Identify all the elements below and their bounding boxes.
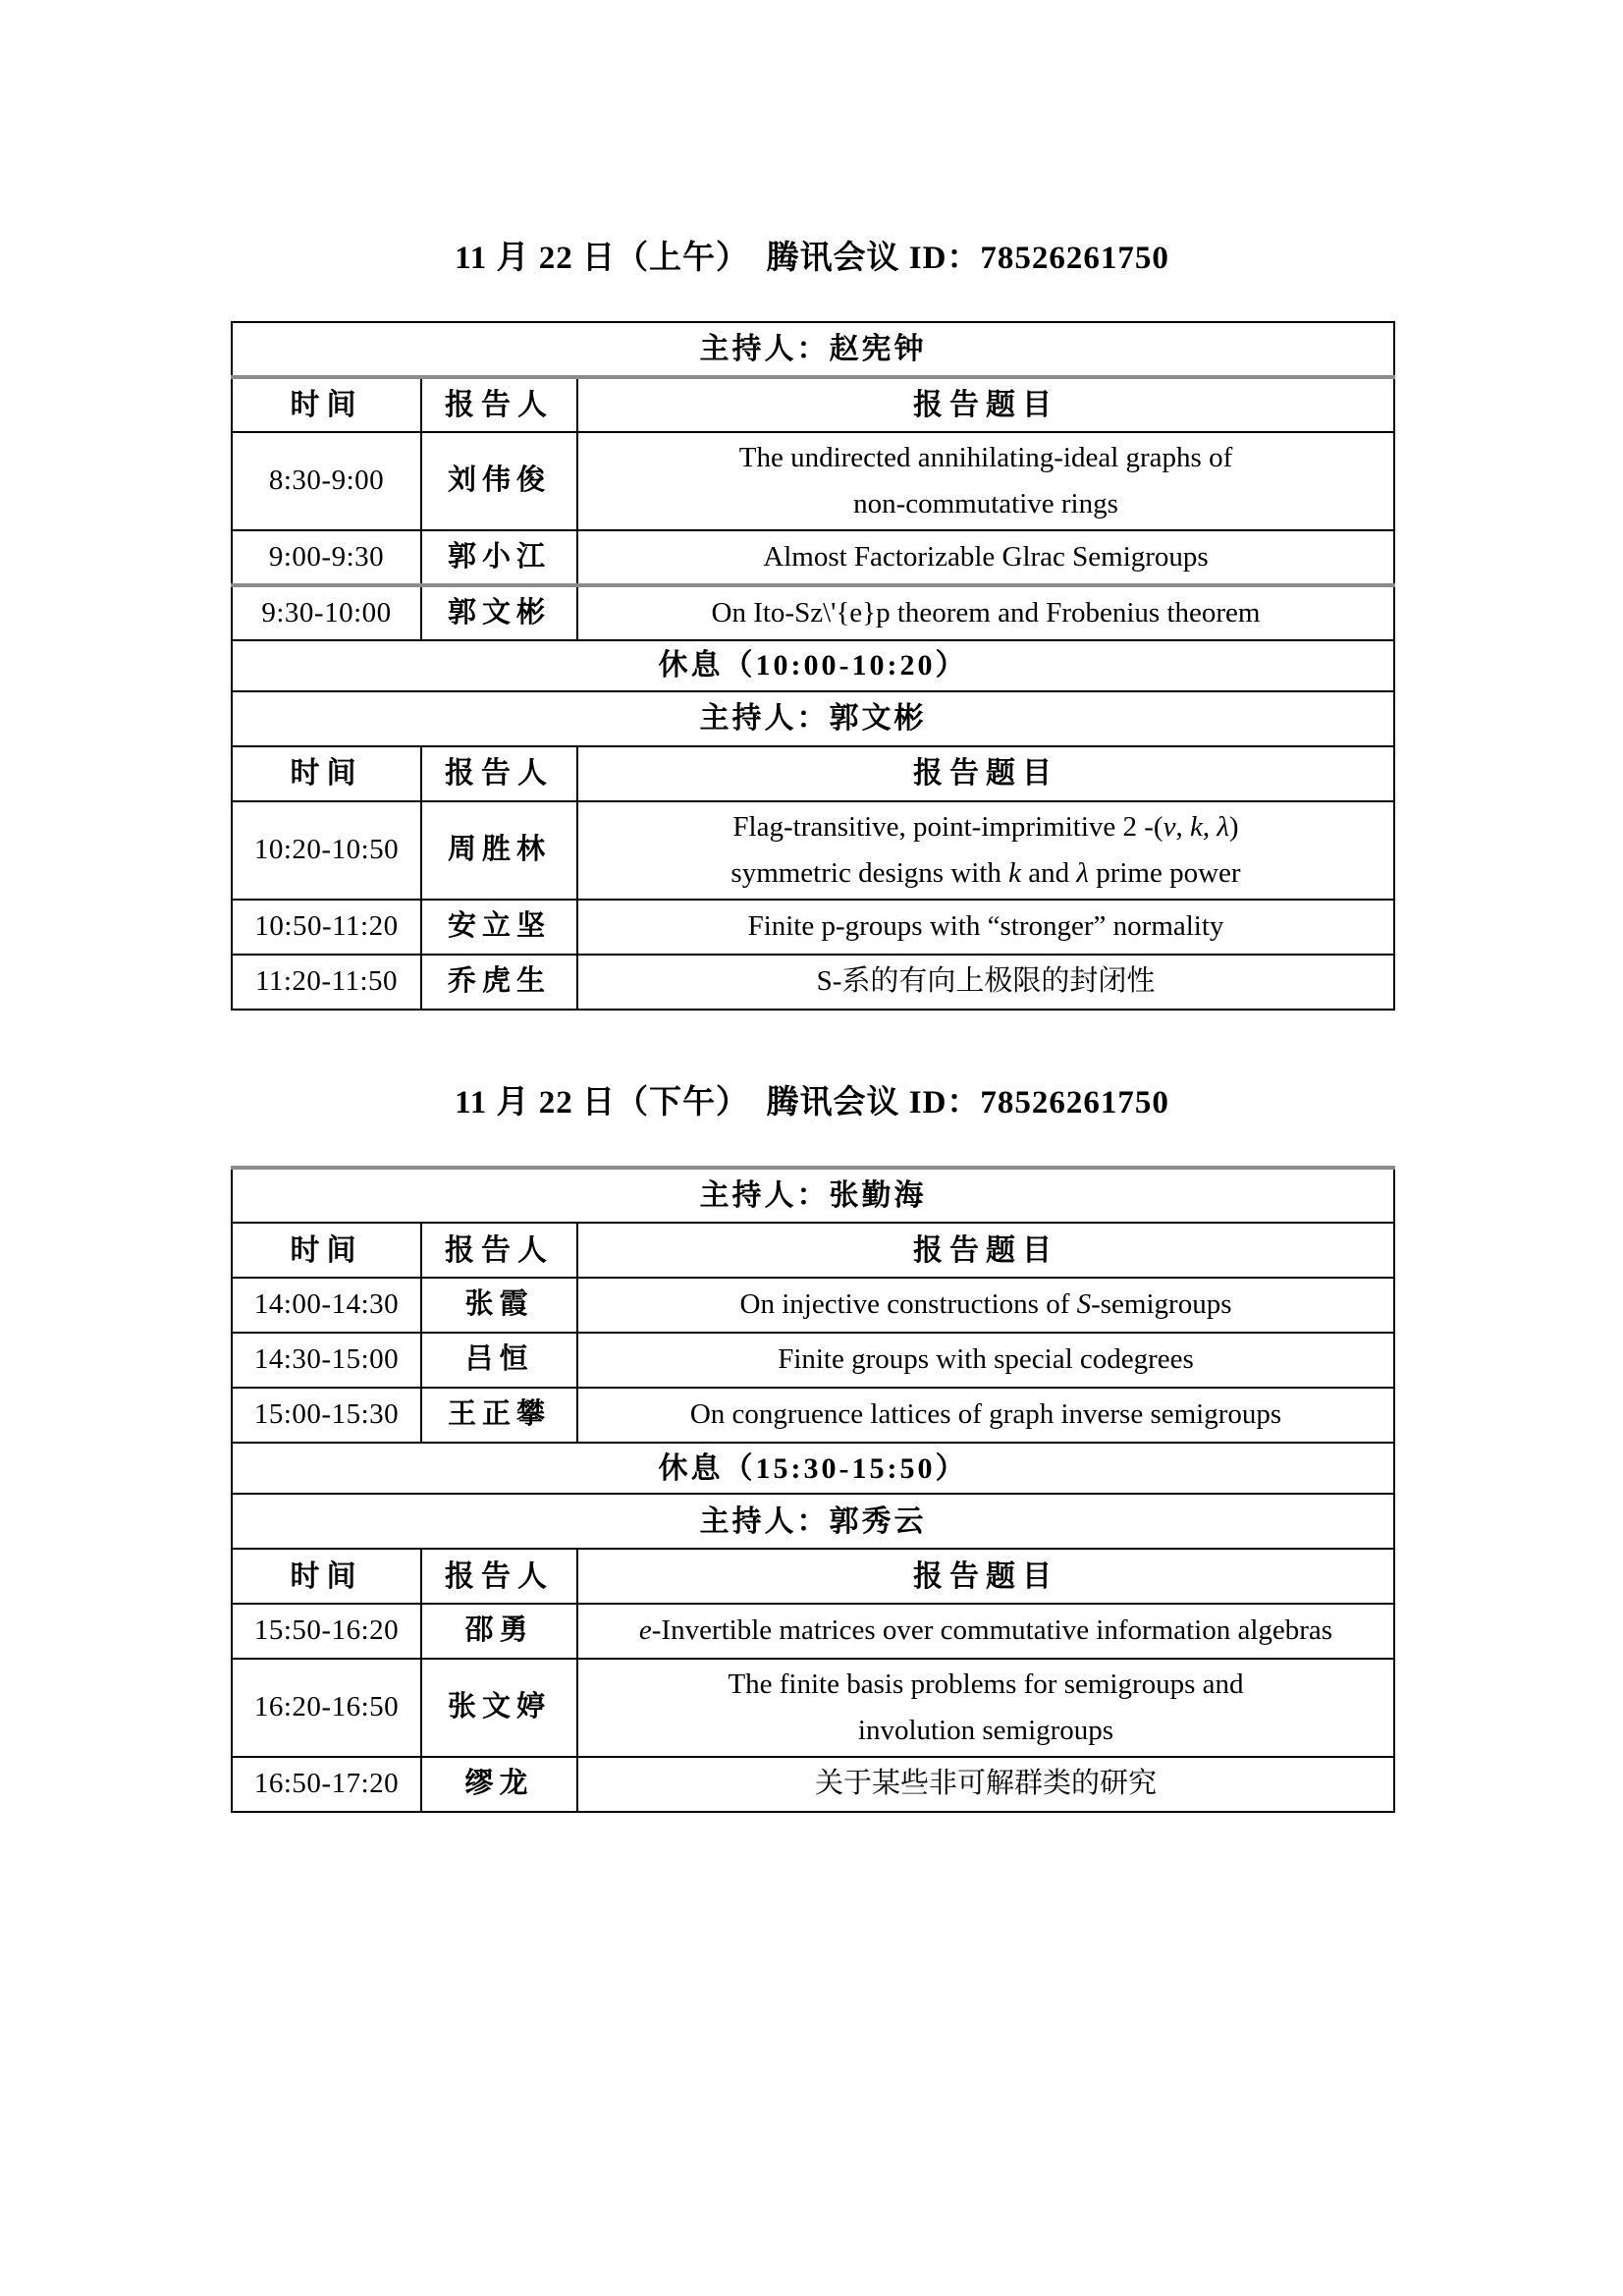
- speaker-cell: 周胜林: [421, 801, 577, 900]
- time-cell: 16:50-17:20: [232, 1757, 421, 1812]
- talk-title-cell: The undirected annihilating-ideal graphs of non-commutative rings: [577, 432, 1394, 530]
- table-row: [232, 1757, 1394, 1812]
- time-cell: 15:50-16:20: [232, 1604, 421, 1659]
- time-cell: 11:20-11:50: [232, 955, 421, 1010]
- time-column-header: 时间: [232, 746, 421, 801]
- talk-title-cell: Finite groups with special codegrees: [577, 1333, 1394, 1388]
- moderator-label: 主持人：郭秀云: [232, 1494, 1394, 1549]
- time-cell: 14:30-15:00: [232, 1333, 421, 1388]
- moderator-label: 主持人：郭文彬: [232, 691, 1394, 746]
- time-cell: 9:30-10:00: [232, 585, 421, 640]
- speaker-cell: 邵勇: [421, 1604, 577, 1659]
- column-header-row: [232, 377, 1394, 432]
- talk-title-cell: Finite p-groups with “stronger” normality: [577, 900, 1394, 955]
- talk-title-cell: On injective constructions of S-semigroups: [577, 1278, 1394, 1333]
- time-column-header: 时间: [232, 1549, 421, 1604]
- time-cell: 16:20-16:50: [232, 1659, 421, 1757]
- morning-schedule-table: [231, 321, 1395, 1011]
- time-column-header: 时间: [232, 377, 421, 432]
- column-header-row: [232, 1223, 1394, 1278]
- table-row: [232, 1333, 1394, 1388]
- table-row: [232, 1388, 1394, 1443]
- session-header-row: [232, 322, 1394, 377]
- speaker-cell: 刘伟俊: [421, 432, 577, 530]
- time-cell: 15:00-15:30: [232, 1388, 421, 1443]
- column-header-row: [232, 746, 1394, 801]
- table-row: [232, 955, 1394, 1010]
- title-column-header: 报告题目: [577, 1223, 1394, 1278]
- session-pm-heading: 11 月 22 日（下午） 腾讯会议 ID：78526261750: [455, 1085, 1169, 1121]
- table-row: [232, 1659, 1394, 1757]
- speaker-cell: 乔虎生: [421, 955, 577, 1010]
- break-row: [232, 1443, 1394, 1494]
- time-cell: 10:20-10:50: [232, 801, 421, 900]
- time-column-header: 时间: [232, 1223, 421, 1278]
- table-row: [232, 432, 1394, 530]
- time-cell: 14:00-14:30: [232, 1278, 421, 1333]
- title-column-header: 报告题目: [577, 377, 1394, 432]
- moderator-label: 主持人：张勤海: [232, 1168, 1394, 1223]
- session-header-row: [232, 691, 1394, 746]
- session-header-row: [232, 1168, 1394, 1223]
- time-cell: 9:00-9:30: [232, 530, 421, 585]
- speaker-column-header: 报告人: [421, 1223, 577, 1278]
- moderator-label: 主持人：赵宪钟: [232, 322, 1394, 377]
- break-label: 休息（10:00-10:20）: [232, 640, 1394, 691]
- speaker-cell: 吕恒: [421, 1333, 577, 1388]
- speaker-column-header: 报告人: [421, 377, 577, 432]
- session-am-heading: 11 月 22 日（上午） 腾讯会议 ID：78526261750: [455, 241, 1169, 276]
- speaker-cell: 张霞: [421, 1278, 577, 1333]
- table-row: [232, 801, 1394, 900]
- table-row: [232, 585, 1394, 640]
- talk-title-cell: The finite basis problems for semigroups and involution semigroups: [577, 1659, 1394, 1757]
- title-column-header: 报告题目: [577, 1549, 1394, 1604]
- talk-title-cell: S-系的有向上极限的封闭性: [577, 955, 1394, 1010]
- speaker-cell: 郭小江: [421, 530, 577, 585]
- afternoon-schedule-table: [231, 1166, 1395, 1813]
- talk-title-cell: Flag-transitive, point-imprimitive 2 -(v, k, λ) symmetric designs with k and λ prime power: [577, 801, 1394, 900]
- table-row: [232, 900, 1394, 955]
- column-header-row: [232, 1549, 1394, 1604]
- time-cell: 10:50-11:20: [232, 900, 421, 955]
- speaker-column-header: 报告人: [421, 746, 577, 801]
- title-column-header: 报告题目: [577, 746, 1394, 801]
- table-row: [232, 1278, 1394, 1333]
- break-label: 休息（15:30-15:50）: [232, 1443, 1394, 1494]
- speaker-cell: 王正攀: [421, 1388, 577, 1443]
- time-cell: 8:30-9:00: [232, 432, 421, 530]
- session-header-row: [232, 1494, 1394, 1549]
- speaker-cell: 张文婷: [421, 1659, 577, 1757]
- talk-title-cell: On Ito-Sz\'{e}p theorem and Frobenius theorem: [577, 585, 1394, 640]
- speaker-cell: 缪龙: [421, 1757, 577, 1812]
- table-row: [232, 1604, 1394, 1659]
- break-row: [232, 640, 1394, 691]
- speaker-column-header: 报告人: [421, 1549, 577, 1604]
- speaker-cell: 安立坚: [421, 900, 577, 955]
- talk-title-cell: Almost Factorizable Glrac Semigroups: [577, 530, 1394, 585]
- talk-title-cell: 关于某些非可解群类的研究: [577, 1757, 1394, 1812]
- speaker-cell: 郭文彬: [421, 585, 577, 640]
- table-row: [232, 530, 1394, 585]
- talk-title-cell: e-Invertible matrices over commutative information algebras: [577, 1604, 1394, 1659]
- talk-title-cell: On congruence lattices of graph inverse semigroups: [577, 1388, 1394, 1443]
